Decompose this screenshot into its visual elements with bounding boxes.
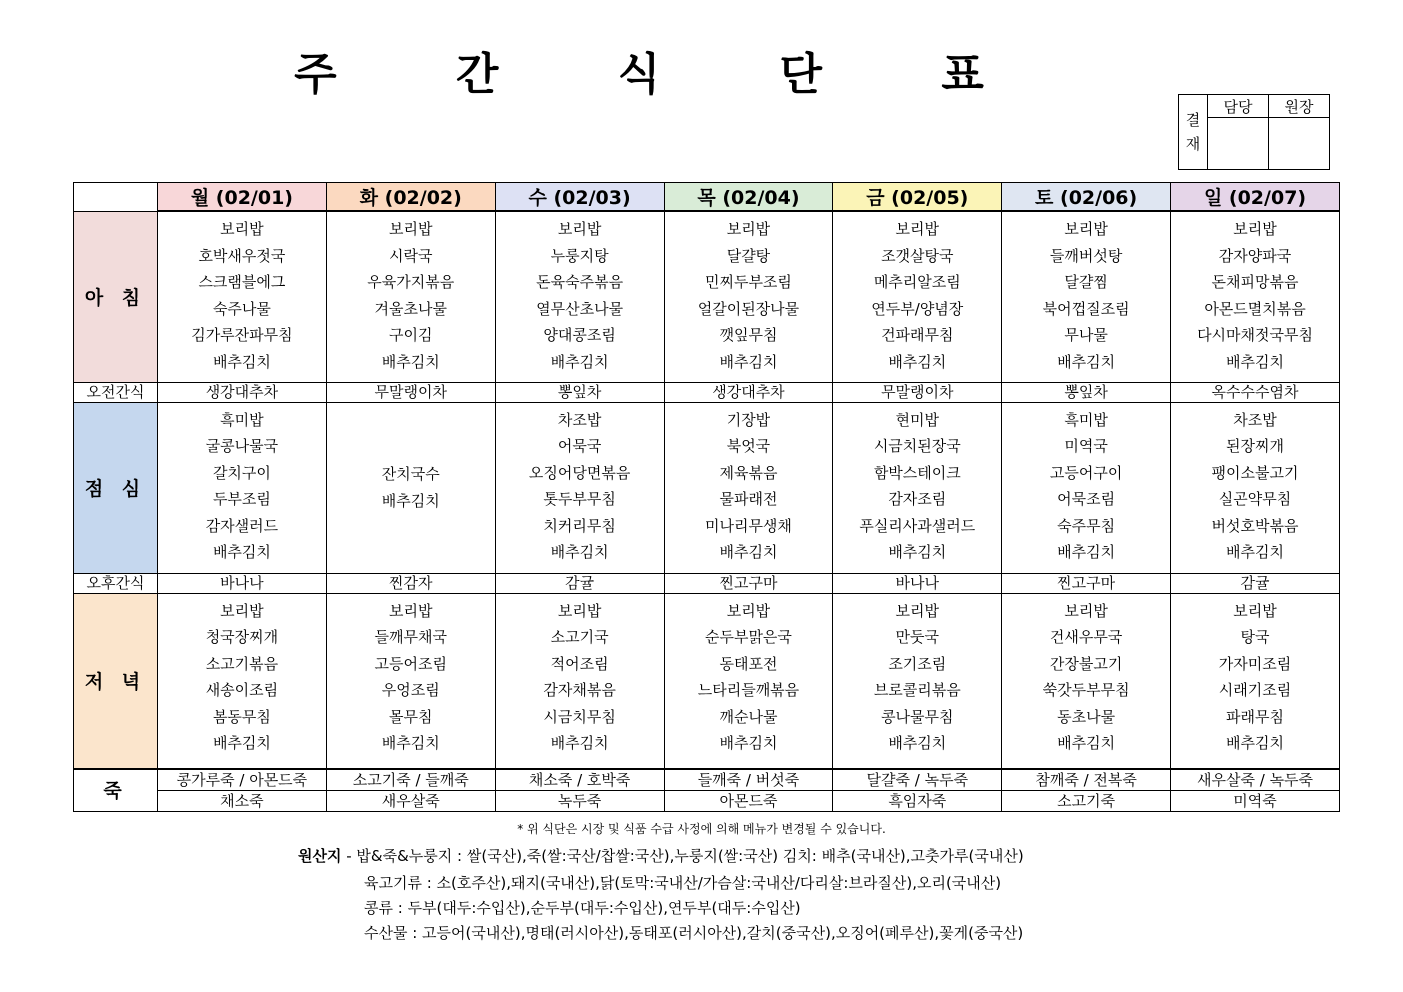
- menu-item: 달걀찜: [1064, 273, 1108, 291]
- menu-item: 메추리알조림: [873, 273, 961, 291]
- menu-item: 적어조림: [550, 654, 609, 673]
- menu-item: 배추김치: [381, 734, 440, 752]
- menu-item: 톳두부무침: [543, 490, 616, 508]
- menu-item: 배추김치: [1226, 352, 1285, 371]
- juk_row2-cell-tue: 새우살죽: [326, 791, 495, 812]
- menu-item: 배추김치: [1057, 352, 1116, 371]
- menu-item: 탕국: [1240, 628, 1270, 646]
- approval-label: 결 재: [1179, 95, 1208, 170]
- origin-label: 원산지: [298, 847, 342, 865]
- day-header-wed: 수 (02/03): [495, 183, 664, 212]
- menu-item: 조기조림: [888, 654, 947, 673]
- menu-item: 배추김치: [719, 734, 778, 752]
- menu-item: 배추김치: [381, 352, 440, 371]
- day-header-fri: 금 (02/05): [833, 183, 1002, 212]
- page-title: 주 간 식 단 표: [294, 49, 1036, 100]
- juk_row2-cell-wed: 녹두죽: [495, 791, 664, 812]
- notice-text: * 위 식단은 시장 및 식품 수급 사정에 의해 메뉴가 변경될 수 있습니다.: [517, 822, 886, 836]
- juk_row2-cell-thu: 아몬드죽: [664, 791, 833, 812]
- breakfast-cell-sat: [1002, 211, 1171, 382]
- menu-item: 소고기볶음: [205, 654, 279, 673]
- menu-item: 감자조림: [888, 490, 947, 508]
- menu-item: 달걀탕: [726, 246, 771, 265]
- menu-item: 배추김치: [550, 543, 609, 561]
- menu-item: 보리밥: [389, 601, 433, 620]
- menu-item: 현미밥: [895, 410, 940, 429]
- menu-item: 미나리무생채: [704, 516, 792, 535]
- menu-item: 된장찌개: [1226, 437, 1285, 455]
- juk_row1-cell-wed: 채소죽 / 호박죽: [495, 769, 664, 791]
- juk_row1-cell-sun: 새우살죽 / 녹두죽: [1171, 769, 1340, 791]
- pm_snack-cell-sat: 찐고구마: [1002, 573, 1171, 593]
- menu-item: 배추김치: [381, 491, 440, 510]
- pm_snack-cell-sun: 감귤: [1171, 573, 1340, 593]
- menu-item: 시락국: [389, 246, 433, 265]
- corner-cell: [74, 183, 158, 212]
- meal-label-dinner: 저 녁: [74, 593, 158, 769]
- lunch-cell-tue: [326, 402, 495, 573]
- menu-item: 몰무침: [389, 707, 433, 726]
- menu-item: 청국장찌개: [205, 628, 279, 646]
- approval-col-manager: 담당: [1208, 95, 1269, 118]
- dinner-cell-sat: [1002, 593, 1171, 769]
- menu-item: 우엉조림: [381, 681, 440, 699]
- dinner-cell-mon: [158, 593, 327, 769]
- menu-item: 숙주무침: [1057, 516, 1116, 535]
- breakfast-cell-wed: [495, 211, 664, 382]
- menu-item: 열무산초나물: [536, 299, 624, 318]
- menu-item: 파래무침: [1226, 707, 1285, 726]
- weekly-menu-table: [73, 182, 1340, 812]
- menu-item: 연두부/양념장: [871, 299, 964, 318]
- breakfast-cell-tue: [326, 211, 495, 382]
- menu-item: 제육볶음: [719, 463, 778, 482]
- menu-item: 콩나물무침: [881, 707, 954, 726]
- menu-item: 쑥갓두부무침: [1042, 681, 1130, 699]
- menu-item: 브로콜리볶음: [873, 681, 961, 699]
- menu-item: 고등어조림: [374, 654, 447, 673]
- menu-item: 느타리들깨볶음: [697, 681, 800, 699]
- menu-item: 감자양파국: [1218, 246, 1292, 265]
- menu-item: 호박새우젓국: [198, 246, 286, 265]
- juk_row2-cell-fri: 흑임자죽: [833, 791, 1002, 812]
- menu-item: 겨울초나물: [374, 299, 447, 318]
- pm_snack-cell-fri: 바나나: [833, 573, 1002, 593]
- pm_snack-cell-mon: 바나나: [158, 573, 327, 593]
- menu-item: 함박스테이크: [873, 463, 961, 482]
- approval-box: [1178, 94, 1330, 170]
- menu-item: 감자채볶음: [543, 681, 616, 699]
- menu-item: 들깨버섯탕: [1049, 246, 1123, 265]
- menu-item: 배추김치: [212, 543, 271, 561]
- meal-label-pm-snack: 오후간식: [74, 573, 158, 593]
- juk_row1-cell-sat: 참깨죽 / 전복죽: [1002, 769, 1171, 791]
- day-header-mon: 월 (02/01): [158, 183, 327, 212]
- menu-item: 물파래전: [719, 490, 778, 508]
- menu-item: 보리밥: [1064, 601, 1108, 620]
- menu-item: 두부조림: [212, 490, 271, 508]
- menu-item: 시금치무침: [543, 707, 616, 726]
- menu-item: 보리밥: [726, 601, 771, 620]
- lunch-cell-mon: [158, 402, 327, 573]
- menu-item: 민찌두부조림: [704, 273, 792, 291]
- menu-item: 배추김치: [1226, 734, 1285, 752]
- lunch-cell-thu: [664, 402, 833, 573]
- dinner-cell-thu: [664, 593, 833, 769]
- menu-item: 어묵국: [557, 437, 602, 455]
- lunch-cell-wed: [495, 402, 664, 573]
- menu-item: 보리밥: [1233, 601, 1277, 620]
- menu-item: 건새우무국: [1049, 628, 1123, 646]
- menu-item: 새송이조림: [205, 681, 279, 699]
- juk_row1-cell-fri: 달걀죽 / 녹두죽: [833, 769, 1002, 791]
- origin-line-3: 콩류 : 두부(대두:수입산),순두부(대두:수입산),연두부(대두:수입산): [364, 899, 801, 917]
- menu-item: 배추김치: [550, 352, 609, 371]
- menu-item: 배추김치: [1057, 734, 1116, 752]
- menu-item: 차조밥: [557, 410, 602, 429]
- menu-item: 치커리무침: [543, 516, 616, 535]
- menu-item: 동초나물: [1057, 707, 1116, 726]
- day-header-thu: 목 (02/04): [664, 183, 833, 212]
- meal-label-am-snack: 오전간식: [74, 382, 158, 402]
- menu-item: 기장밥: [726, 410, 771, 429]
- dinner-cell-wed: [495, 593, 664, 769]
- menu-item: 배추김치: [719, 352, 778, 371]
- menu-item: 봄동무침: [212, 707, 271, 726]
- menu-item: 배추김치: [888, 734, 947, 752]
- menu-item: 김가루잔파무침: [191, 326, 293, 344]
- menu-item: 보리밥: [1233, 220, 1277, 238]
- menu-item: 깨순나물: [719, 707, 778, 726]
- meal-label-lunch: 점 심: [74, 402, 158, 573]
- meal-label-breakfast: 아 침: [74, 211, 158, 382]
- dinner-cell-fri: [833, 593, 1002, 769]
- meal-label-juk: 죽: [74, 769, 158, 812]
- menu-item: 굴콩나물국: [205, 437, 279, 455]
- menu-item: 오징어당면볶음: [528, 463, 631, 482]
- menu-item: 동태포전: [719, 654, 778, 673]
- menu-item: 보리밥: [726, 220, 771, 238]
- origin-line-1: 원산지 - 밥&죽&누룽지 : 쌀(국산),죽(쌀:국산/찹쌀:국산),누룽지(쌀:국산) 김치: 배추(국내산),고춧가루(국내산): [298, 847, 1024, 865]
- day-header-tue: 화 (02/02): [326, 183, 495, 212]
- lunch-cell-fri: [833, 402, 1002, 573]
- am_snack-cell-mon: 생강대추차: [158, 382, 327, 402]
- menu-item: 보리밥: [895, 601, 940, 620]
- menu-item: 배추김치: [1057, 543, 1116, 561]
- breakfast-cell-mon: [158, 211, 327, 382]
- menu-item: 보리밥: [1064, 220, 1108, 238]
- am_snack-cell-wed: 뽕잎차: [495, 382, 664, 402]
- lunch-cell-sun: [1171, 402, 1340, 573]
- menu-item: 들깨무채국: [374, 628, 447, 646]
- menu-item: 보리밥: [220, 601, 264, 620]
- am_snack-cell-tue: 무말랭이차: [326, 382, 495, 402]
- menu-item: 조갯살탕국: [881, 246, 954, 265]
- am_snack-cell-sat: 뽕잎차: [1002, 382, 1171, 402]
- menu-item: 구이김: [389, 326, 433, 344]
- origin-line-4: 수산물 : 고등어(국내산),명태(러시아산),동태포(러시아산),갈치(중국산),오징어(페루산),꽃게(중국산): [364, 924, 1024, 942]
- approval-sign-manager[interactable]: [1208, 118, 1269, 170]
- menu-item: 흑미밥: [1064, 410, 1108, 429]
- menu-item: 보리밥: [557, 601, 602, 620]
- dinner-cell-sun: [1171, 593, 1340, 769]
- menu-item: 만둣국: [895, 628, 940, 646]
- origin-line-2: 육고기류 : 소(호주산),돼지(국내산),닭(토막:국내산/가슴살:국내산/다리살:브라질산),오리(국내산): [364, 874, 1002, 892]
- menu-item: 건파래무침: [881, 326, 954, 344]
- juk_row2-cell-mon: 채소죽: [158, 791, 327, 812]
- menu-item: 팽이소불고기: [1211, 463, 1299, 482]
- pm_snack-cell-thu: 찐고구마: [664, 573, 833, 593]
- juk_row1-cell-tue: 소고기죽 / 들깨죽: [326, 769, 495, 791]
- menu-item: 배추김치: [719, 543, 778, 561]
- menu-item: 보리밥: [557, 220, 602, 238]
- breakfast-cell-fri: [833, 211, 1002, 382]
- juk_row2-cell-sun: 미역죽: [1171, 791, 1340, 812]
- menu-item: 배추김치: [550, 734, 609, 752]
- menu-item: 배추김치: [888, 352, 947, 371]
- juk_row1-cell-mon: 콩가루죽 / 아몬드죽: [158, 769, 327, 791]
- menu-item: 양대콩조림: [543, 326, 616, 344]
- pm_snack-cell-tue: 찐감자: [326, 573, 495, 593]
- menu-item: 시금치된장국: [873, 437, 961, 455]
- menu-item: 푸실리사과샐러드: [859, 516, 976, 535]
- menu-item: 차조밥: [1233, 410, 1277, 429]
- menu-item: 돈채피망볶음: [1211, 273, 1299, 291]
- menu-item: 잔치국수: [381, 465, 440, 483]
- am_snack-cell-fri: 무말랭이차: [833, 382, 1002, 402]
- am_snack-cell-thu: 생강대추차: [664, 382, 833, 402]
- menu-item: 배추김치: [212, 734, 271, 752]
- approval-col-director: 원장: [1269, 95, 1330, 118]
- menu-item: 소고기국: [550, 628, 609, 646]
- lunch-cell-sat: [1002, 402, 1171, 573]
- menu-item: 돈육숙주볶음: [536, 273, 624, 291]
- menu-item: 순두부맑은국: [704, 628, 792, 646]
- menu-item: 흑미밥: [220, 410, 264, 429]
- juk_row2-cell-sat: 소고기죽: [1002, 791, 1171, 812]
- menu-item: 간장불고기: [1049, 654, 1123, 673]
- am_snack-cell-sun: 옥수수수염차: [1171, 382, 1340, 402]
- menu-item: 스크램블에그: [198, 273, 286, 291]
- menu-item: 북어껍질조림: [1042, 299, 1130, 318]
- menu-item: 어묵조림: [1057, 490, 1116, 508]
- pm_snack-cell-wed: 감귤: [495, 573, 664, 593]
- day-header-sun: 일 (02/07): [1171, 183, 1340, 212]
- menu-item: 배추김치: [212, 352, 271, 371]
- breakfast-cell-thu: [664, 211, 833, 382]
- menu-item: 고등어구이: [1049, 463, 1123, 482]
- juk_row1-cell-thu: 들깨죽 / 버섯죽: [664, 769, 833, 791]
- menu-item: 무나물: [1064, 326, 1108, 344]
- menu-item: 실곤약무침: [1218, 490, 1292, 508]
- menu-item: 우육가지볶음: [367, 273, 455, 291]
- menu-item: 배추김치: [1226, 543, 1285, 561]
- menu-item: 보리밥: [389, 220, 433, 238]
- menu-item: 얼갈이된장나물: [697, 299, 800, 318]
- menu-item: 배추김치: [888, 543, 947, 561]
- dinner-cell-tue: [326, 593, 495, 769]
- menu-item: 미역국: [1064, 437, 1108, 455]
- menu-item: 다시마채젓국무침: [1197, 326, 1313, 344]
- menu-item: 가자미조림: [1218, 654, 1292, 673]
- breakfast-cell-sun: [1171, 211, 1340, 382]
- menu-item: 보리밥: [220, 220, 264, 238]
- menu-item: 보리밥: [895, 220, 940, 238]
- day-header-sat: 토 (02/06): [1002, 183, 1171, 212]
- menu-item: 버섯호박볶음: [1211, 516, 1299, 535]
- menu-item: 아몬드멸치볶음: [1204, 299, 1306, 318]
- menu-item: 감자샐러드: [205, 516, 279, 535]
- menu-item: 갈치구이: [212, 463, 271, 482]
- menu-item: 깻잎무침: [719, 326, 778, 344]
- menu-item: 숙주나물: [212, 299, 271, 318]
- menu-item: 북엇국: [726, 437, 771, 455]
- menu-item: 시래기조림: [1218, 681, 1292, 699]
- menu-item: 누룽지탕: [550, 246, 609, 265]
- approval-sign-director[interactable]: [1269, 118, 1330, 170]
